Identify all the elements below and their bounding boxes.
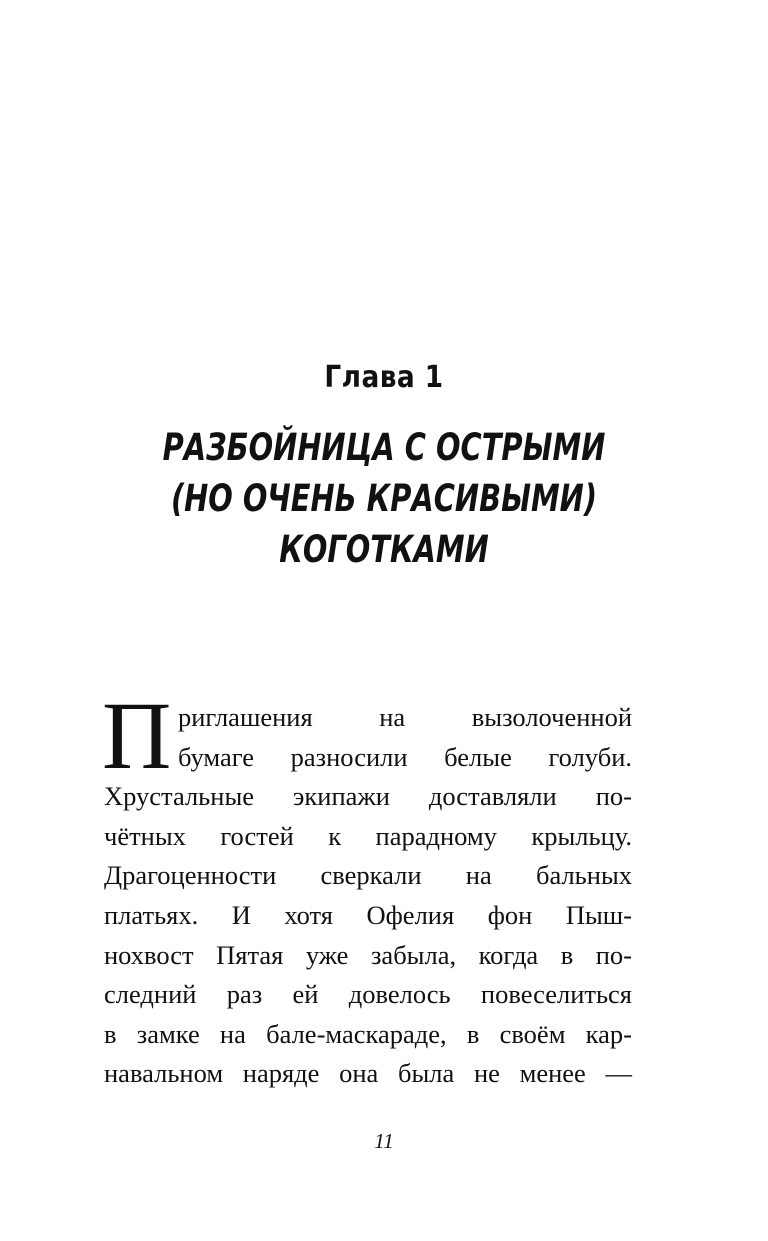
chapter-title-line: (НО ОЧЕНЬ КРАСИВЫМИ) [170,477,598,520]
text-line: в замке на бале-маскараде, в своём кар- [104,1018,632,1049]
drop-cap: П [102,682,172,789]
chapter-title-line: КОГОТКАМИ [279,528,489,571]
page-number: 11 [374,1129,394,1153]
chapter-title [0,422,768,575]
text-line: Хрустальные экипажи доставляли по- [104,781,632,812]
text-line: навальном наряде она была не менее — [104,1058,632,1089]
text-line: бумаге разносили белые голуби. [178,741,632,772]
text-line: следний раз ей довелось повеселиться [104,979,632,1010]
text-line: чётных гостей к парадному крыльцу. [104,820,632,851]
body-paragraph [102,682,632,1094]
text-line: Драгоценности сверкали на бальных [104,860,632,891]
chapter-title-line: РАЗБОЙНИЦА С ОСТРЫМИ [162,426,606,469]
text-line: нохвост Пятая уже забыла, когда в по- [104,939,632,970]
chapter-number: Глава 1 [324,360,444,395]
text-line: платьях. И хотя Офелия фон Пыш- [104,899,632,930]
text-line: риглашения на вызолоченной [178,702,632,732]
